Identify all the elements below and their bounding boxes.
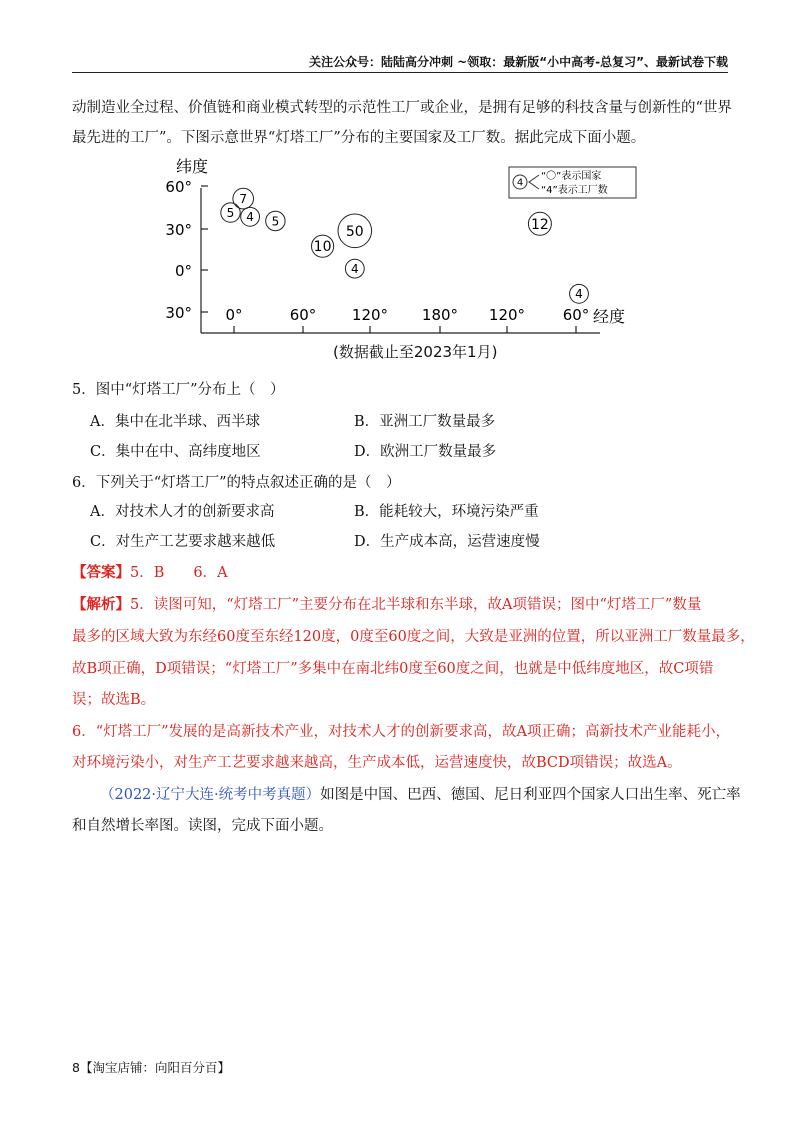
analysis-line-5: 6．“灯塔工厂”发展的是高新技术产业，对技术人才的创新要求高，故A项正确；高新技术产业能耗小， bbox=[72, 724, 731, 740]
intro-line-1: 动制造业全过程、价值链和商业模式转型的示范性工厂或企业，是拥有足够的科技含量与创新性的“世界 bbox=[72, 100, 732, 116]
page-footer: 8【淘宝店铺：向阳百分百】 bbox=[72, 1060, 230, 1075]
chart-points bbox=[221, 188, 589, 303]
q5-option-c: C．集中在中、高纬度地区 bbox=[90, 444, 261, 460]
next-source: （2022·辽宁大连·统考中考真题） bbox=[100, 787, 321, 803]
y-tick-label: 30° bbox=[165, 304, 192, 322]
chart-caption: (数据截止至2023年1月) bbox=[333, 343, 498, 361]
legend-line-1: “〇”表示国家 bbox=[541, 171, 602, 182]
page-header: 关注公众号：陆陆高分冲刺 ~领取：最新版“小中高考-总复习”、最新试卷下载 bbox=[72, 52, 728, 73]
x-tick-label: 120° bbox=[488, 306, 526, 324]
factory-count-label: 4 bbox=[246, 210, 254, 225]
q5-option-b: B．亚洲工厂数量最多 bbox=[354, 414, 496, 430]
q5-option-d: D．欧洲工厂数量最多 bbox=[354, 444, 497, 460]
factory-count-label: 10 bbox=[313, 239, 332, 256]
factory-count-label: 5 bbox=[226, 205, 235, 220]
analysis-text-1: 5．读图可知，“灯塔工厂”主要分布在北半球和东半球，故A项错误；图中“灯塔工厂”数量 bbox=[130, 597, 702, 613]
q6-option-b: B．能耗较大，环境污染严重 bbox=[354, 504, 539, 520]
factory-count-label: 4 bbox=[350, 261, 359, 276]
x-ticks bbox=[225, 306, 589, 333]
legend-bracket bbox=[529, 175, 539, 189]
x-tick-label: 60° bbox=[289, 306, 317, 324]
chart-legend bbox=[509, 167, 636, 198]
analysis-tag: 【解析】 bbox=[72, 596, 130, 613]
analysis-line-3: 故B项正确，D项错误；“灯塔工厂”多集中在南北纬0度至60度之间，也就是中低纬度地区，故C项错 bbox=[72, 661, 714, 677]
analysis-line-4: 误；故选B。 bbox=[72, 692, 156, 708]
factory-count-label: 5 bbox=[271, 214, 280, 229]
x-tick-label: 60° bbox=[562, 306, 590, 324]
answer-line bbox=[72, 563, 228, 583]
q6-option-d: D．生产成本高，运营速度慢 bbox=[354, 534, 540, 550]
answer-tag: 【答案】 bbox=[72, 564, 130, 581]
factory-count-label: 4 bbox=[575, 287, 583, 302]
y-ticks bbox=[165, 178, 208, 322]
q5-option-a: A．集中在北半球、西半球 bbox=[90, 414, 260, 430]
legend-number: 4 bbox=[516, 177, 524, 189]
x-tick-label: 180° bbox=[421, 306, 459, 324]
x-tick-label: 120° bbox=[351, 306, 389, 324]
x-tick-label: 0° bbox=[225, 306, 243, 324]
analysis-line-6: 对环境污染小，对生产工艺要求越来越高，生产成本低，运营速度快，故BCD项错误；故选A。 bbox=[72, 755, 682, 771]
intro-line-2: 最先进的工厂”。下图示意世界“灯塔工厂”分布的主要国家及工厂数。据此完成下面小题。 bbox=[72, 130, 646, 146]
next-intro-line-1 bbox=[100, 785, 741, 805]
next-text-1: 如图是中国、巴西、德国、尼日利亚四个国家人口出生率、死亡率 bbox=[320, 787, 741, 803]
y-tick-label: 30° bbox=[165, 221, 192, 239]
analysis-line-1 bbox=[72, 595, 701, 615]
y-axis-title: 纬度 bbox=[176, 157, 209, 176]
q5-stem: 5．图中“灯塔工厂”分布上（ ） bbox=[72, 382, 285, 398]
factory-count-label: 50 bbox=[345, 223, 364, 240]
factory-count-label: 7 bbox=[239, 191, 248, 206]
q6-option-a: A．对技术人才的创新要求高 bbox=[90, 504, 275, 520]
next-intro-line-2: 和自然增长率图。读图，完成下面小题。 bbox=[72, 818, 333, 834]
analysis-line-2: 最多的区域大致为东经60度至东经120度，0度至60度之间，大致是亚洲的位置，所以亚洲工厂数量最多， bbox=[72, 629, 755, 645]
q6-option-c: C．对生产工艺要求越来越低 bbox=[90, 534, 276, 550]
factory-count-label: 12 bbox=[530, 216, 549, 233]
y-tick-label: 60° bbox=[165, 178, 192, 196]
x-axis-title: 经度 bbox=[593, 307, 626, 326]
y-tick-label: 0° bbox=[174, 262, 192, 280]
legend-line-2: “4”表示工厂数 bbox=[541, 185, 608, 196]
q6-stem: 6．下列关于“灯塔工厂”的特点叙述正确的是（ ） bbox=[72, 475, 401, 491]
answer-text: 5．B 6．A bbox=[130, 565, 228, 581]
